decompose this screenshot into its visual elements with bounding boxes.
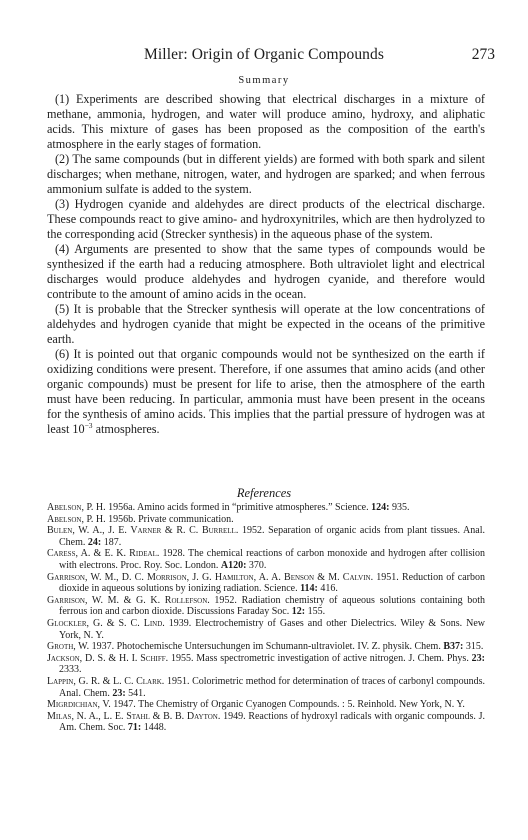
reference-text: 1951. Colorimetric method for determination of traces of carbonyl compounds. Anal. Chem.	[59, 675, 485, 699]
reference-entry	[47, 514, 485, 526]
reference-volume: A120:	[220, 559, 247, 571]
reference-text: 1937. Photochemische Untersuchungen im Schumann-ultraviolet. IV. Z. physik. Chem.	[89, 641, 444, 653]
reference-authors: Caress, A. & E. K. Rideal.	[47, 548, 160, 560]
reference-volume: 23:	[112, 687, 126, 699]
reference-volume: 23:	[471, 652, 485, 664]
reference-pages: 416.	[317, 583, 338, 595]
reference-pages: 155.	[305, 606, 326, 618]
reference-entry	[47, 711, 485, 734]
reference-text: 1939. Electrochemistry of Gases and other Dielectrics. Wiley & Sons. New York, N. Y.	[59, 617, 486, 641]
reference-text: 1956a. Amino acids formed in “primitive atmospheres.” Science.	[105, 502, 372, 513]
reference-volume: 24:	[87, 536, 102, 548]
reference-pages: 541.	[125, 687, 146, 699]
reference-text: 1956b. Private communication.	[105, 513, 234, 525]
exponent: −3	[84, 421, 93, 430]
reference-entry	[47, 548, 485, 571]
reference-text: 1951. Reduction of carbon dioxide in aqueous solutions by ionizing radiation. Science.	[59, 571, 485, 595]
summary-heading: Summary	[238, 75, 290, 86]
reference-pages: 370.	[246, 559, 267, 571]
summary-paragraph-1: (1) Experiments are described showing that electrical discharges in a mixture of methane, ammonia, hydrogen, and water will produce amino, hydroxy, and aliphatic acids. This mixture of gases has been proposed as the composition of the earth's atmosphere in the early stages of formation.	[47, 92, 485, 151]
reference-text: 1928. The chemical reactions of carbon monoxide and hydrogen after collision with electrons. Proc. Roy. Soc. London.	[59, 548, 486, 571]
reference-pages: 187.	[101, 536, 122, 548]
references-heading: References	[236, 486, 292, 500]
reference-volume: 124:	[371, 502, 390, 513]
reference-entry	[47, 572, 485, 595]
reference-entry	[47, 653, 485, 676]
summary-paragraph-2: (2) The same compounds (but in different yields) are formed with both spark and silent discharges; when methane, nitrogen, water, and hydrogen are sparked; and when ferrous ammonium sulfate is added to the system.	[47, 152, 485, 196]
reference-entry	[47, 699, 485, 711]
reference-pages: 935.	[389, 502, 410, 513]
summary-paragraph-3: (3) Hydrogen cyanide and aldehydes are direct products of the electrical discharge. These compounds react to give amino- and hydroxynitriles, which are then hydrolyzed to the corresponding acid (Strecker synthesis) in the aqueous phase of the system.	[47, 197, 485, 241]
summary-paragraph-6	[47, 347, 485, 437]
reference-authors: Lappin, G. R. & L. C. Clark.	[47, 675, 165, 687]
reference-pages: 1448.	[141, 722, 167, 734]
reference-entry	[47, 595, 485, 618]
running-title: Miller: Origin of Organic Compounds	[144, 46, 384, 63]
reference-entry	[47, 502, 485, 514]
reference-pages: 2333.	[59, 664, 82, 676]
reference-text: 1955. Mass spectrometric investigation of active nitrogen. J. Chem. Phys.	[168, 652, 472, 664]
reference-authors: Milas, N. A., L. E. Stahl & B. B. Dayton.	[47, 710, 221, 722]
references-list	[47, 502, 485, 734]
reference-text: 1952. Radiation chemistry of aqueous solutions containing both ferrous ion and carbon dioxide. Discussions Faraday Soc.	[59, 594, 485, 618]
reference-authors: Garrison, W. M., D. C. Morrison, J. G. Hamilton, A. A. Benson & M. Calvin.	[47, 571, 374, 583]
reference-entry	[47, 618, 485, 641]
reference-entry	[47, 641, 485, 653]
reference-text: 1949. Reactions of hydroxyl radicals with organic compounds. J. Am. Chem. Soc.	[59, 710, 485, 734]
reference-volume: 114:	[300, 583, 318, 595]
reference-volume: 12:	[291, 606, 306, 618]
paragraph-6-tail: atmospheres.	[92, 422, 160, 436]
reference-entry	[47, 525, 485, 548]
reference-authors: Jackson, D. S. & H. I. Schiff.	[47, 652, 169, 664]
reference-authors: Glockler, G. & S. C. Lind.	[47, 617, 165, 629]
reference-text: 1947. The Chemistry of Organic Cyanogen Compounds. : 5. Reinhold. New York, N. Y.	[110, 699, 465, 711]
summary-paragraph-5: (5) It is probable that the Strecker synthesis will operate at the low concentrations of aldehydes and hydrogen cyanide that might be expected in the oceans of the primitive earth.	[47, 302, 485, 346]
reference-volume: 71:	[127, 722, 142, 734]
reference-authors: Groth, W.	[47, 641, 90, 653]
page-number: 273	[471, 46, 495, 63]
reference-volume: B37:	[443, 641, 464, 653]
paragraph-6-text: (6) It is pointed out that organic compounds would not be synthesized on the earth if oxidizing conditions were present. Therefore, if one assumes that amino acids (and other organic compounds) must be present for life to arise, then the atmosphere of the earth must have been reducing. In particular, ammonia must have been present in the oceans for the synthesis of amino acids. This implies that the partial pressure of hydrogen was at least 10	[47, 347, 485, 436]
reference-authors: Garrison, W. M. & G. K. Rollefson.	[47, 594, 210, 606]
summary-paragraph-4: (4) Arguments are presented to show that the same types of compounds would be synthesized if the earth had a reducing atmosphere. Both ultraviolet light and electrical discharges would produce aldehydes and hydrogen cyanide, and therefore would contribute to the amount of amino acids in the ocean.	[47, 242, 485, 301]
reference-pages: 315.	[463, 641, 484, 653]
reference-authors: Migrdichian, V.	[47, 699, 111, 711]
reference-authors: Abelson, P. H.	[47, 502, 106, 513]
reference-authors: Bulen, W. A., J. E. Varner & R. C. Burrell.	[47, 525, 239, 537]
page-header	[0, 46, 528, 68]
reference-text: 1952. Separation of organic acids from plant tissues. Anal. Chem.	[59, 525, 485, 548]
reference-authors: Abelson, P. H.	[47, 513, 106, 525]
reference-entry	[47, 676, 485, 699]
summary-section	[47, 92, 485, 437]
